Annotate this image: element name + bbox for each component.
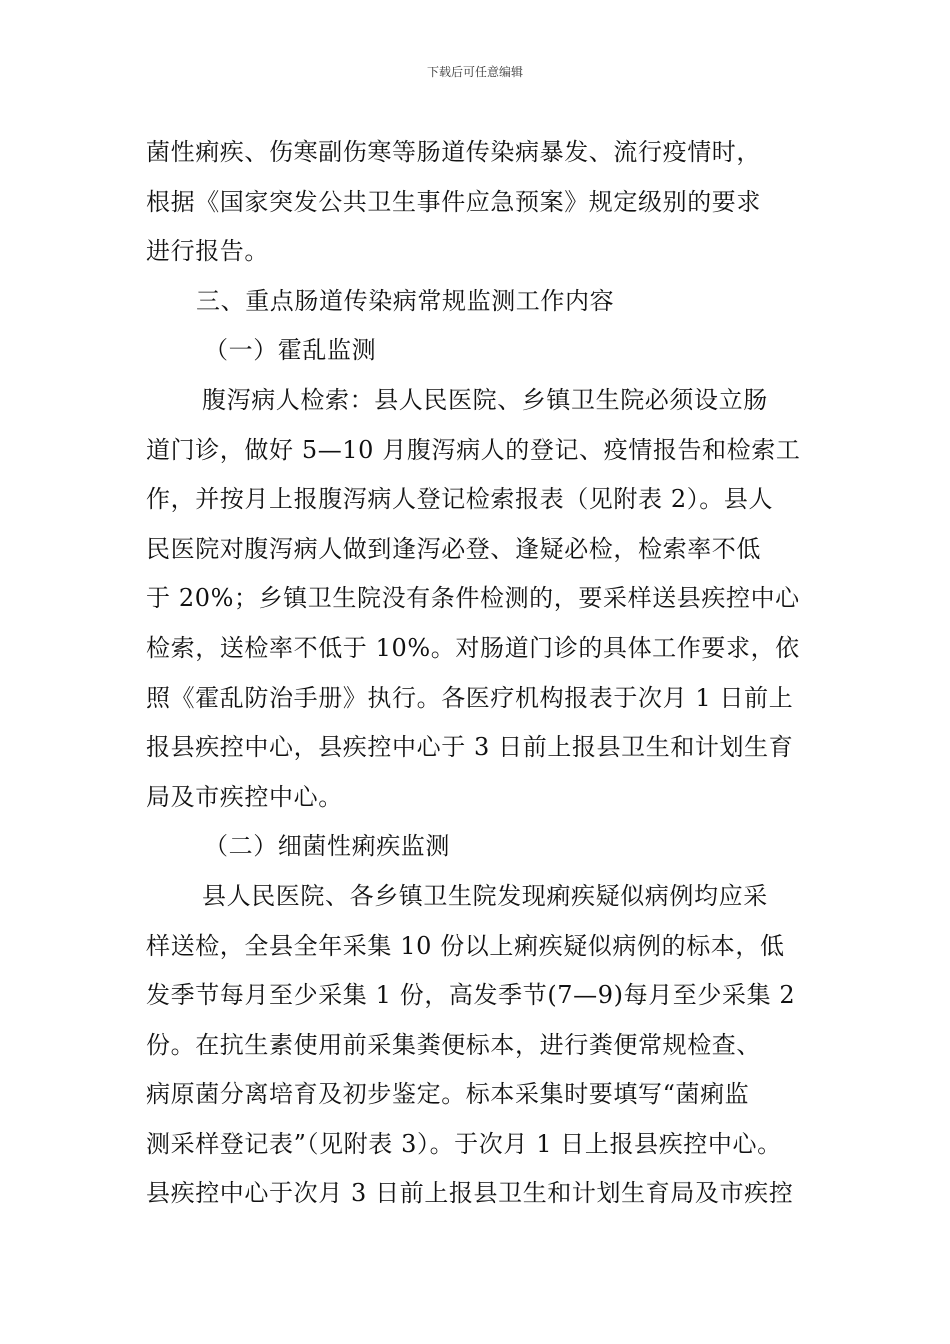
document-body <box>146 128 826 1219</box>
paragraph-line: 民医院对腹泻病人做到逢泻必登、逢疑必检，检索率不低 <box>146 534 761 563</box>
paragraph-line: 县人民医院、各乡镇卫生院发现痢疾疑似病例均应采 <box>202 881 768 910</box>
paragraph-line: 菌性痢疾、伤寒副伤寒等肠道传染病暴发、流行疫情时， <box>146 138 761 166</box>
paragraph-line: 作，并按月上报腹泻病人登记检索报表（见附表 2）。县人 <box>146 485 774 514</box>
subsection-heading: （一）霍乱监测 <box>204 336 377 365</box>
paragraph-line: 根据《国家突发公共卫生事件应急预案》规定级别的要求 <box>146 187 761 216</box>
paragraph-line: 样送检，全县全年采集 10 份以上痢疾疑似病例的标本，低 <box>146 931 785 960</box>
paragraph-line: 份。在抗生素使用前采集粪便标本，进行粪便常规检查、 <box>146 1030 761 1059</box>
paragraph-line: 进行报告。 <box>146 237 269 266</box>
paragraph-line: 于 20%；乡镇卫生院没有条件检测的，要采样送县疾控中心 <box>146 584 800 613</box>
paragraph-line: 病原菌分离培育及初步鉴定。标本采集时要填写“菌痢监 <box>146 1080 750 1109</box>
paragraph-line: 报县疾控中心，县疾控中心于 3 日前上报县卫生和计划生育 <box>146 733 794 762</box>
page-header-note: 下载后可任意编辑 <box>426 65 523 79</box>
section-heading: 三、重点肠道传染病常规监测工作内容 <box>196 286 615 315</box>
paragraph-line: 发季节每月至少采集 1 份，高发季节(7—9)每月至少采集 2 <box>146 981 796 1010</box>
paragraph-line: 道门诊，做好 5—10 月腹泻病人的登记、疫情报告和检索工 <box>146 435 801 464</box>
paragraph-line: 县疾控中心于次月 3 日前上报县卫生和计划生育局及市疾控 <box>146 1179 794 1208</box>
paragraph-line: 测采样登记表”（见附表 3）。于次月 1 日上报县疾控中心。 <box>146 1129 782 1158</box>
paragraph-line: 局及市疾控中心。 <box>146 782 343 811</box>
paragraph-line: 照《霍乱防治手册》执行。各医疗机构报表于次月 1 日前上 <box>146 683 794 712</box>
paragraph-line: 腹泻病人检索：县人民医院、乡镇卫生院必须设立肠 <box>202 385 768 414</box>
subsection-heading: （二）细菌性痢疾监测 <box>204 832 450 861</box>
paragraph-line: 检索，送检率不低于 10%。对肠道门诊的具体工作要求，依 <box>146 633 800 662</box>
